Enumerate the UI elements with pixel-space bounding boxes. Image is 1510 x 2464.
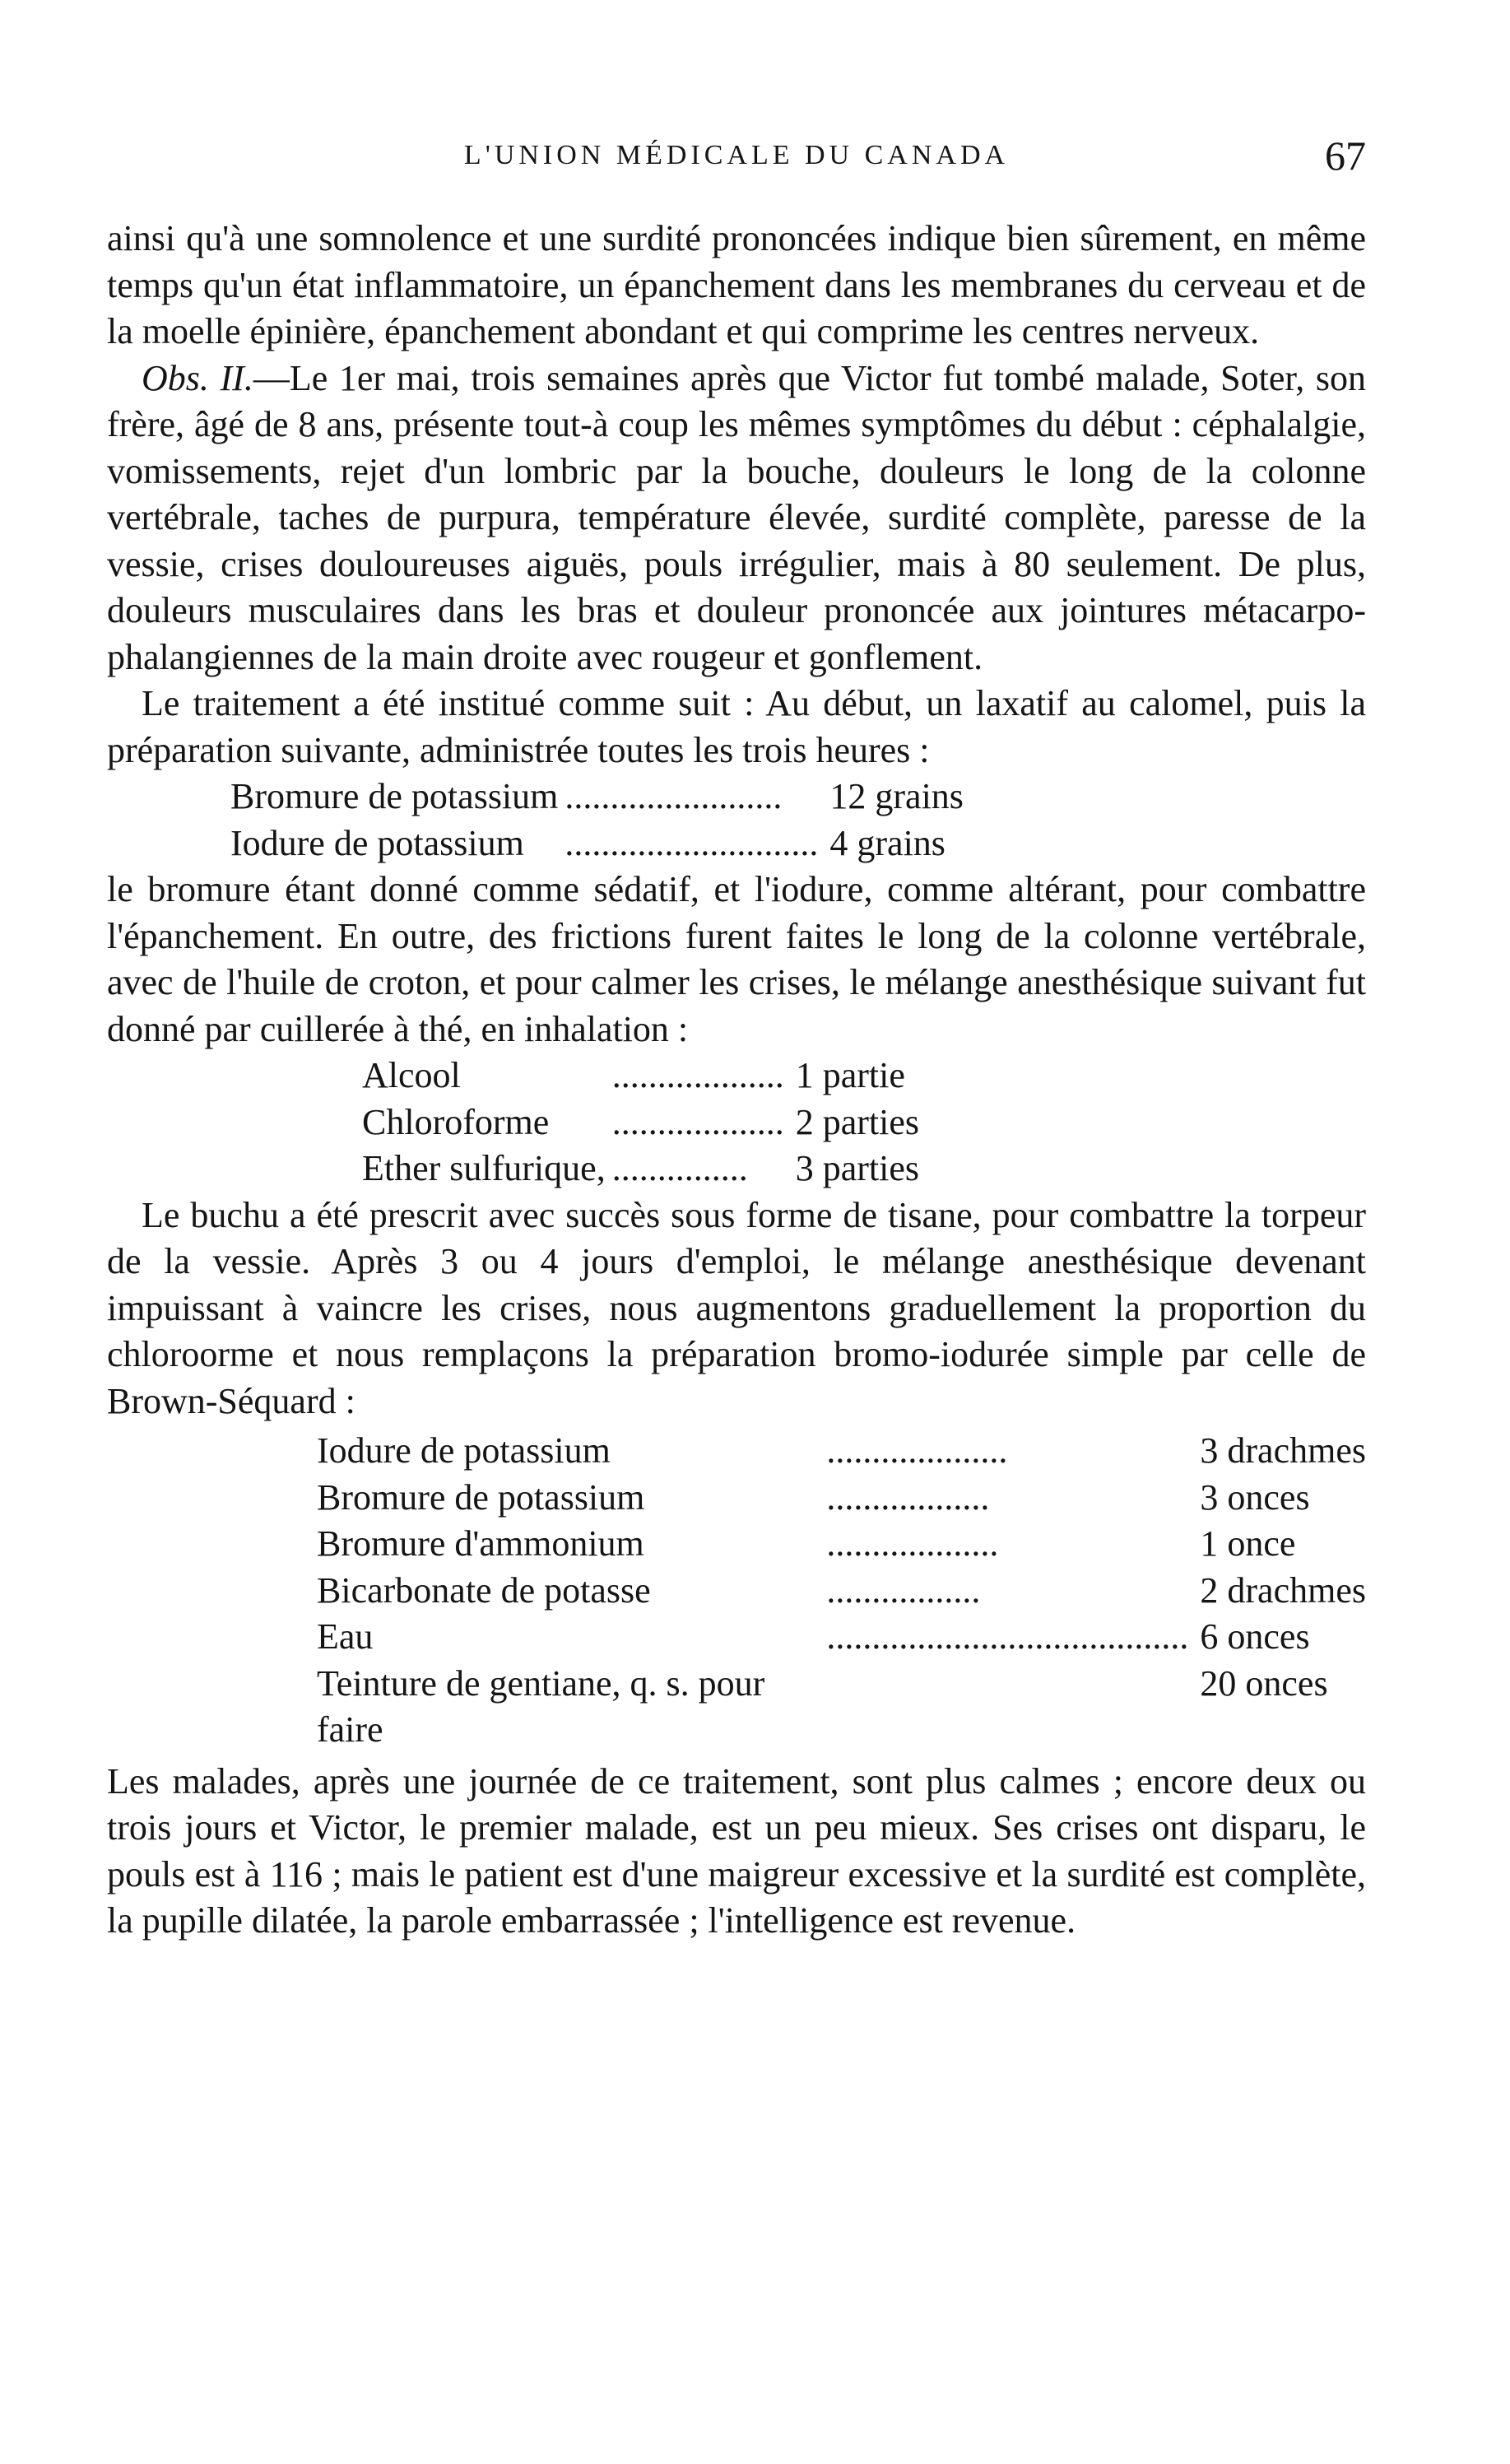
ingredient-name: Ether sulfurique, xyxy=(362,1148,606,1188)
ingredient-name: Chloroforme xyxy=(362,1101,550,1142)
prescription-2 xyxy=(362,1053,919,1192)
ingredient-name: Bromure de potassium xyxy=(317,1476,645,1518)
paragraph-buchu: Le buchu a été prescrit avec succès sous forme de tisane, pour combattre la torpeur de la vessie. Après 3 ou 4 jours d'emploi, le mélange anesthésique devenant impuissant à vaincre les crises, nous augmentons graduellement la proportion du chloroorme et nous remplaçons la préparation bromo-iodurée simple par celle de Brown-Séquard : xyxy=(107,1194,1366,1421)
prescription-row xyxy=(317,1475,1366,1522)
paragraph-obs-2 xyxy=(107,356,1366,681)
prescription-row xyxy=(362,1100,919,1146)
leader-dots: ................... xyxy=(611,1055,784,1095)
ingredient-quantity: 2 drachmes xyxy=(1200,1569,1366,1611)
ingredient-name: Eau xyxy=(317,1616,374,1657)
ingredient-quantity: 6 onces xyxy=(1200,1616,1310,1657)
page-header xyxy=(107,132,1366,181)
page-body xyxy=(107,216,1366,1945)
prescription-row xyxy=(362,1053,919,1100)
ingredient-name: Bicarbonate de potasse xyxy=(317,1569,651,1611)
leader-dots: .................. xyxy=(826,1476,990,1518)
prescription-3 xyxy=(317,1428,1366,1754)
ingredient-name: Teinture de gentiane, q. s. pour faire xyxy=(317,1662,765,1750)
ingredient-quantity: 4 grains xyxy=(829,822,945,863)
ingredient-name: Bromure d'ammonium xyxy=(317,1523,644,1564)
prescription-1 xyxy=(230,774,964,867)
ingredient-quantity: 3 onces xyxy=(1200,1476,1310,1518)
ingredient-name: Iodure de potassium xyxy=(317,1430,611,1471)
leader-dots: ................... xyxy=(611,1101,784,1142)
prescription-row xyxy=(230,821,964,867)
ingredient-quantity: 3 drachmes xyxy=(1200,1430,1366,1471)
prescription-row xyxy=(317,1661,1366,1754)
leader-dots: ........................ xyxy=(565,776,783,816)
ingredient-quantity: 1 once xyxy=(1200,1523,1296,1564)
paragraph-bromide: le bromure étant donné comme sédatif, et l'iodure, comme altérant, pour combattre l'épanchement. En outre, des frictions furent faites le long de la colonne vertébrale, avec de l'huile de croton, et pour calmer les crises, le mélange anesthésique suivant fut donné par cuillerée à thé, en inhalation : xyxy=(107,869,1366,1049)
prescription-row xyxy=(317,1521,1366,1568)
leader-dots: ................. xyxy=(826,1569,981,1611)
prescription-row xyxy=(317,1614,1366,1661)
observation-label: Obs. II. xyxy=(142,357,253,398)
leader-dots: ........................................ xyxy=(826,1616,1189,1657)
ingredient-quantity: 20 onces xyxy=(1200,1662,1328,1704)
ingredient-quantity: 2 parties xyxy=(795,1101,919,1142)
leader-dots: ............... xyxy=(611,1148,748,1188)
leader-dots: .................... xyxy=(826,1430,1008,1471)
ingredient-name: Bromure de potassium xyxy=(230,776,559,816)
paragraph-treatment: Le traitement a été institué comme suit : Au début, un laxatif au calomel, puis la préparation suivante, administrée toutes les trois heures : xyxy=(107,683,1366,770)
ingredient-quantity: 12 grains xyxy=(829,776,964,816)
paragraph-1: ainsi qu'à une somnolence et une surdité prononcées indique bien sûrement, en même temps qu'un état inflammatoire, un épanchement dans les membranes du cerveau et de la moelle épinière, épanchement abondant et qui comprime les centres nerveux. xyxy=(107,218,1366,351)
leader-dots: ................... xyxy=(826,1523,999,1564)
prescription-row xyxy=(230,774,964,821)
ingredient-name: Iodure de potassium xyxy=(230,822,524,863)
observation-text: —Le 1er mai, trois semaines après que Victor fut tombé malade, Soter, son frère, âgé de 8 ans, présente tout-à coup les mêmes symptômes du début : céphalalgie, vomissements, rejet d'un lombric par la bouche, douleurs le long de la colonne vertébrale, taches de purpura, température élevée, surdité complète, paresse de la vessie, crises douloureuses aiguës, pouls irrégulier, mais à 80 seulement. De plus, douleurs musculaires dans les bras et douleur prononcée aux jointures métacarpo-phalangiennes de la main droite avec rougeur et gonflement. xyxy=(107,357,1366,677)
ingredient-quantity: 3 parties xyxy=(795,1148,919,1188)
prescription-row xyxy=(317,1568,1366,1615)
paragraph-outcome: Les malades, après une journée de ce traitement, sont plus calmes ; encore deux ou trois jours et Victor, le premier malade, est un peu mieux. Ses crises ont disparu, le pouls est à 116 ; mais le patient est d'une maigreur excessive et la surdité est complète, la pupille dilatée, la parole embarrassée ; l'intelligence est revenue. xyxy=(107,1760,1366,1941)
page-number: 67 xyxy=(1325,132,1366,179)
prescription-row xyxy=(362,1146,919,1192)
ingredient-name: Alcool xyxy=(362,1055,461,1095)
leader-dots: ............................ xyxy=(565,822,819,863)
ingredient-quantity: 1 partie xyxy=(795,1055,905,1095)
running-title: L'UNION MÉDICALE DU CANADA xyxy=(463,140,1010,170)
leader-dots xyxy=(826,1661,1188,1754)
prescription-row xyxy=(317,1428,1366,1475)
